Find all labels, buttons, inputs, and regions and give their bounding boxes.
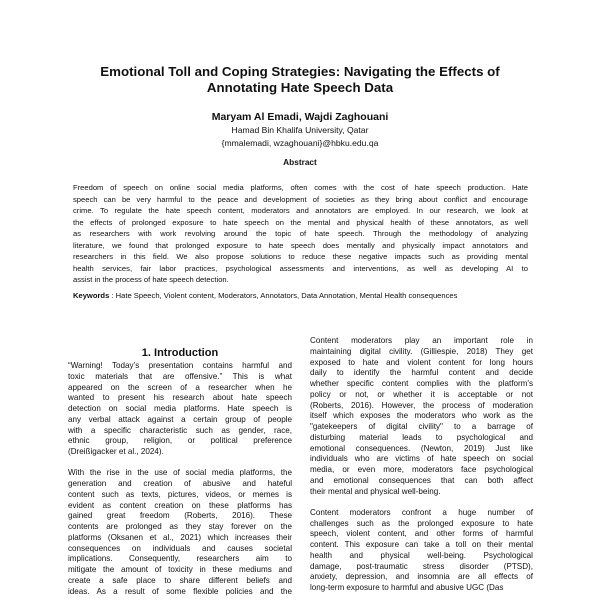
text-line: anxiety, depression, and insomnia are all effects of — [310, 572, 533, 582]
text-line: gained great freedom (Roberts, 2016). These — [68, 511, 292, 521]
text-line: emotional consequences. (Newton, 2019) Just like — [310, 443, 533, 453]
text-line: With the rise in the use of social media platforms, the — [68, 468, 292, 478]
text-line: crime. To regulate the hate speech content, moderators and annotators are employed. In our research, we look at — [73, 206, 528, 215]
text-line: Freedom of speech on online social media platforms, often comes with the cost of hate speech production. Hate — [73, 183, 528, 192]
text-line: researchers in this field. We also propose solutions to reduce these negative impacts such as providing mental — [73, 252, 528, 261]
text-line: the effects of prolonged exposure to hate speech on the mental and physical health of these annotators, as well — [73, 217, 528, 227]
text-line: platforms (Oksanen et al., 2021) which increases their — [68, 532, 292, 542]
text-line: assist in the process of hate speech detection. — [73, 275, 229, 284]
affiliation: Hamad Bin Khalifa University, Qatar — [231, 125, 369, 135]
title-line: Emotional Toll and Coping Strategies: Navigating the Effects of — [100, 64, 500, 79]
paragraph-gap — [310, 497, 533, 508]
right-column — [310, 336, 533, 594]
text-line: “Warning! Today’s presentation contains harmful and — [68, 361, 292, 370]
text-line: wanted to present his research about hate speech — [68, 393, 292, 403]
text-line: individuals who are victims of hate speech on social — [310, 454, 533, 464]
keywords-list: : Hate Speech, Violent content, Moderators, Annotators, Data Annotation, Mental Health consequences — [111, 291, 458, 300]
abstract-body — [73, 182, 528, 286]
text-line: ideas. As a result of some flexible policies and the — [68, 586, 292, 596]
text-line: damage, post-traumatic stress disorder (PTSD), — [310, 561, 533, 571]
text-line: with a specific characteristic such as gender, race, — [68, 425, 292, 435]
text-line: content such as texts, pictures, videos, or memes is — [68, 489, 292, 499]
text-line: health services, fair labor practices, psychological assessments and interventions, as well as developing AI to — [73, 263, 528, 273]
text-line: literature, we found that prolonged exposure to hate speech does mentally and physically impact annotators and — [73, 240, 528, 250]
authors: Maryam Al Emadi, Wajdi Zaghouani — [211, 111, 389, 123]
text-line: speech, violent content, and other forms of harmful — [310, 529, 533, 539]
text-line: mitigate the amount of toxicity in these mediums and — [68, 565, 292, 574]
title-line: Annotating Hate Speech Data — [206, 79, 394, 95]
text-line: challenges such as the prolonged exposure to hate — [310, 518, 533, 528]
keywords-label: Keywords — [73, 291, 110, 300]
text-line: create a safe place to share different beliefs and — [68, 575, 292, 585]
section-heading-introduction: 1. Introduction — [141, 347, 219, 359]
text-line: "gatekeepers of digital civility" to a barrage of — [310, 422, 533, 431]
text-line: content. This exposure can take a toll on their mental — [310, 540, 533, 549]
text-line: appeared on the screen of a researcher when he — [68, 382, 292, 392]
text-line: consequences on individuals and causes societal — [68, 543, 292, 553]
text-line: ethnic group, religion, or political preference — [68, 436, 292, 446]
text-line: policy or not, or whether it is acceptable or not — [310, 389, 533, 399]
paragraph — [310, 508, 533, 594]
paragraph-gap — [68, 458, 292, 469]
keywords — [73, 291, 457, 300]
text-line: and emotional consequences that can both affect — [310, 475, 533, 485]
text-line: itself which exposes the moderators who work as the — [310, 411, 533, 421]
text-line: detection on social media platforms. Hate speech is — [68, 404, 292, 413]
text-line: (Dreißigacker et al., 2024). — [68, 447, 164, 456]
text-line: Content moderators play an important role in — [310, 336, 533, 345]
text-line: long-term exposure to harmful and abusive UGC (Das — [310, 583, 504, 592]
paragraph — [68, 468, 292, 597]
text-line: health and physical well-being. Psychological — [310, 550, 533, 560]
text-line: speech can be very harmful to the peace and development of societies as they bring about conflict and encourage — [73, 194, 528, 204]
left-column — [68, 361, 292, 597]
text-line: daily to identify the harmful content and decide — [310, 368, 533, 378]
paragraph — [310, 336, 533, 497]
text-line: (Roberts, 2016). However, the process of moderation — [310, 400, 533, 410]
text-line: implications. Consequently, researchers aim to — [68, 554, 292, 564]
text-line: disturbing material leads to psychological and — [310, 432, 533, 442]
text-line: their mental and physical well-being. — [310, 486, 441, 496]
text-line: exposed to hate and violent content for long hours — [310, 357, 533, 367]
text-line: any verbal attack against a certain group of people — [68, 414, 292, 424]
text-line: media, or even more, moderators face psychological — [310, 465, 533, 474]
text-line: maintaining digital civility. (Gilliespie, 2018) They get — [310, 346, 533, 356]
abstract-heading: Abstract — [283, 157, 317, 167]
paper-title — [0, 64, 600, 95]
text-line: evident as content creation on these platforms has — [68, 500, 292, 510]
text-line: Content moderators confront a huge number of — [310, 507, 533, 517]
text-line: toxic materials that are offensive.” This is what — [68, 371, 292, 381]
text-line: generation and creation of abusive and hateful — [68, 479, 292, 488]
text-line: as researchers with work revolving around the topic of hate speech. Through the methodology of analyzing — [73, 229, 528, 238]
paragraph — [68, 361, 292, 458]
text-line: contents are prolonged as they stay forever on the — [68, 522, 292, 531]
text-line: whether specific content complies with the platform's — [310, 379, 533, 388]
author-email: {mmalemadi, wzaghouani}@hbku.edu.qa — [221, 138, 379, 148]
